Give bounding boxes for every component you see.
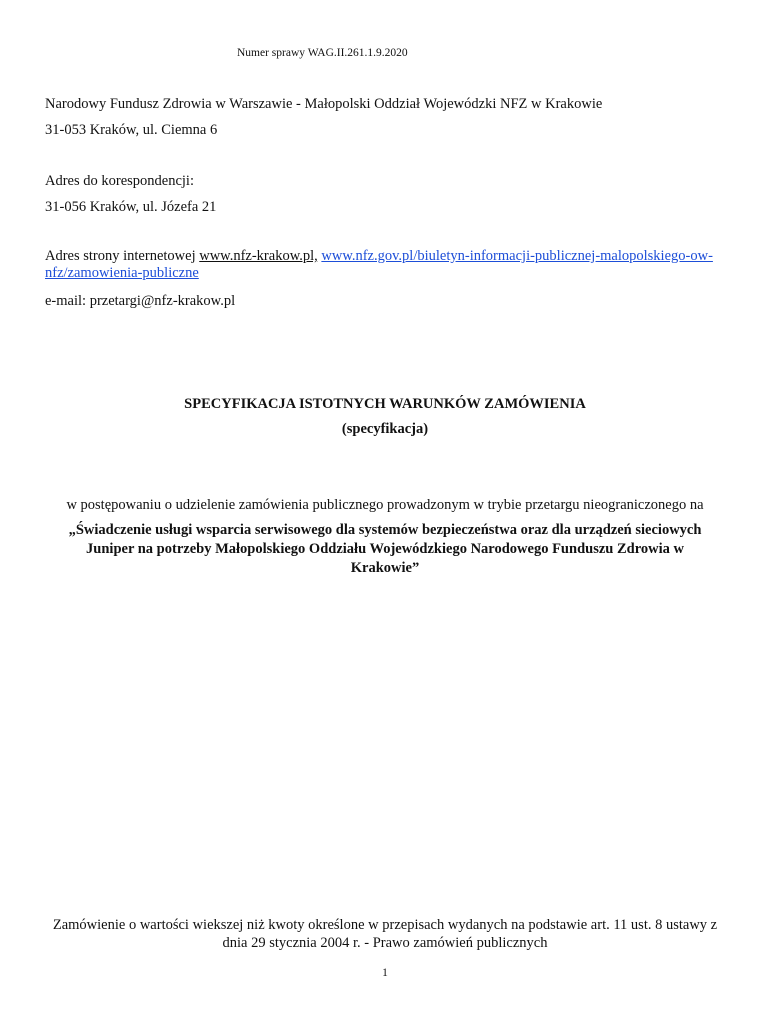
legal-note: Zamówienie o wartości wiekszej niż kwoty określone w przepisach wydanych na podstawie art. 11 ust. 8 ustawy z dnia 29 stycznia 2004 r. - Prawo zamówień publicznych [52,917,718,951]
website-link-nfz-krakow[interactable]: www.nfz-krakow.pl, [199,248,318,264]
case-number: Numer sprawy WAG.II.261.1.9.2020 [237,47,408,59]
institution-address: 31-053 Kraków, ul. Ciemna 6 [45,122,218,138]
email-address: e-mail: przetargi@nfz-krakow.pl [45,293,236,309]
website-link-bip[interactable]: www.nfz.gov.pl/biuletyn-informacji-publicznej-malopolskiego-ow-nfz/zamowienia-publiczne [45,248,713,281]
document-subtitle: (specyfikacja) [341,421,429,437]
page-number: 1 [382,967,388,979]
institution-name: Narodowy Fundusz Zdrowia w Warszawie - Małopolski Oddział Wojewódzki NFZ w Krakowie [45,96,603,112]
correspondence-label: Adres do korespondencji: [45,173,194,189]
document-title: SPECYFIKACJA ISTOTNYCH WARUNKÓW ZAMÓWIENIA [184,396,586,412]
website-prefix: Adres strony internetowej [45,248,200,264]
website-info [45,248,735,282]
procedure-description: w postępowaniu o udzielenie zamówienia publicznego prowadzonym w trybie przetargu nieograniczonego na [66,497,704,513]
correspondence-address: 31-056 Kraków, ul. Józefa 21 [45,199,217,215]
contract-subject: „Świadczenie usługi wsparcia serwisowego dla systemów bezpieczeństwa oraz dla urządzeń sieciowych Juniper na potrzeby Małopolskiego Oddziału Wojewódzkiego Narodowego Funduszu Zdrowia w Krakowie” [68,522,702,576]
